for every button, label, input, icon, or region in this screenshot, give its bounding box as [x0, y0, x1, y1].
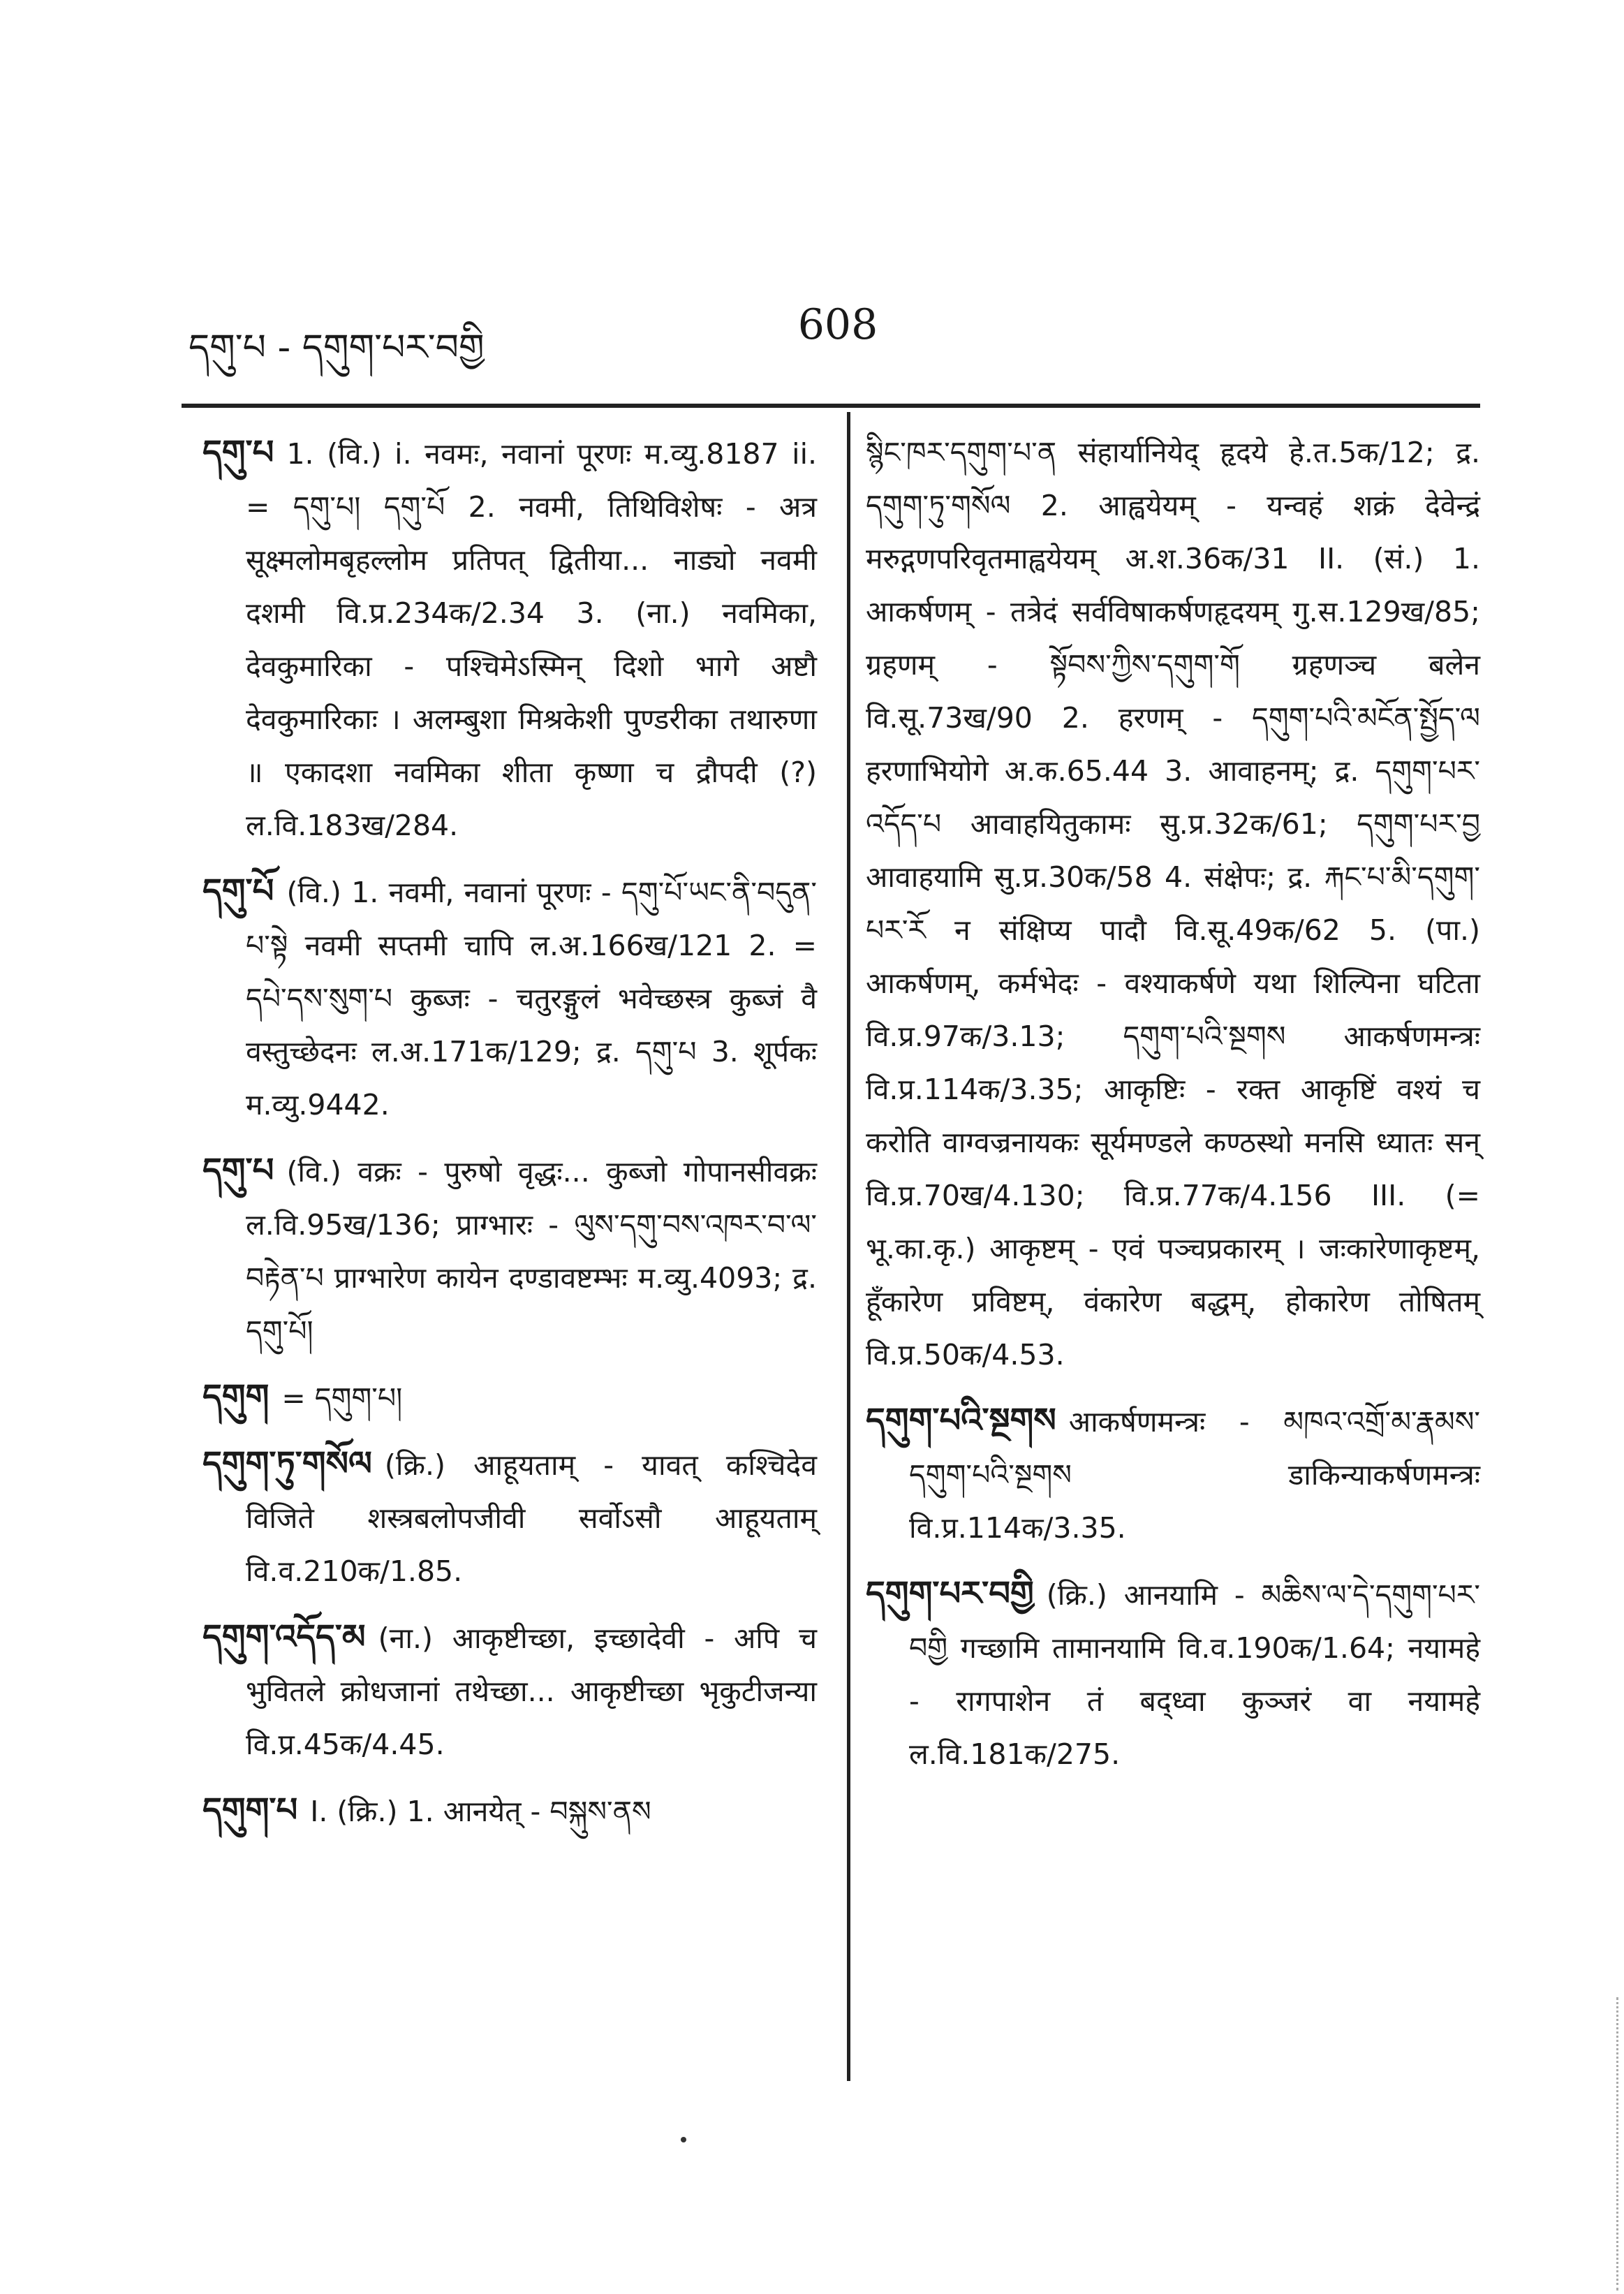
- entry-headword: དགུ་པ: [202, 1151, 274, 1190]
- entry-headword: དགུག་པའི་སྔགས: [866, 1401, 1056, 1440]
- dictionary-entry-continued: [866, 426, 1480, 1381]
- entry-text: (ना.) आकृष्टीच्छा, इच्छादेवी - अपि च भुवितले क्रोधजानां तथेच्छा... आकृष्टीच्छा भृकुटीजन्या वि.प्र.45क/4.45.: [246, 1622, 817, 1761]
- entry-text: (वि.) 1. नवमी, नवानां पूरणः - དགུ་པོ་ཡང་ནི་བདུན་པ་སྟེ नवमी सप्तमी चापि ल.अ.166ख/121 2. = དཔེ་དས་སུག་པ कुब्जः - चतुरङ्गुलं भवेच्छस्त्र कुब्जं वै वस्तुच्छेदनः ल.अ.171क/129; द्र. དགུ་པ 3. शूर्पकः म.व्यु.9442.: [246, 876, 817, 1122]
- entry-text: = དགུག་པ།: [281, 1381, 403, 1415]
- header-rule: [182, 404, 1480, 408]
- left-column: [202, 426, 817, 1851]
- entry-headword: དགུག་ཏུ་གསོལ: [202, 1444, 372, 1483]
- scan-speck: [681, 2137, 686, 2142]
- entry-headword: དགུག: [202, 1377, 270, 1416]
- dictionary-entry: [202, 1784, 817, 1838]
- dictionary-entry: [202, 1437, 817, 1598]
- entry-text: आकर्षणमन्त्रः - མཁའ་འགྲོ་མ་རྣམས་དགུག་པའི་སྔགས डाकिन्याकर्षणमन्त्रः वि.प्र.114क/3.35.: [909, 1405, 1480, 1545]
- scan-edge-marks: [1616, 1997, 1618, 2291]
- entry-headword: དགུག་པར་བགྱི: [866, 1574, 1034, 1613]
- entry-text: 1. (वि.) i. नवमः, नवानां पूरणः म.व्यु.8187 ii. = དགུ་པ། དགུ་པོ 2. नवमी, तिथिविशेषः - अत्र सूक्ष्मलोमबृहल्लोम प्रतिपत् द्वितीया... नाड्यो नवमी दशमी वि.प्र.234क/2.34 3. (ना.) नवमिका, देवकुमारिका - पश्चिमेऽस्मिन् दिशो भागे अष्टौ देवकुमारिकाः । अलम्बुशा मिश्रकेशी पुण्डरीका तथारुणा ॥ एकादशा नवमिका शीता कृष्णा च द्रौपदी (?) ल.वि.183ख/284.: [246, 437, 817, 842]
- running-head: དགུ་པ - དགུག་པར་བགྱི: [189, 327, 485, 369]
- dictionary-entry: [866, 1567, 1480, 1781]
- entry-text: (वि.) वक्रः - पुरुषो वृद्धः... कुब्जो गोपानसीवक्रः ल.वि.95ख/136; प्राग्भारः - ལུས་དགུ་བས་འཁར་བ་ལ་བརྟེན་པ प्राग्भारेण कायेन दण्डावष्टम्भः म.व्यु.4093; द्र. དགུ་པོ།: [246, 1155, 817, 1348]
- column-divider: [847, 412, 850, 2081]
- entry-text: (क्रि.) आनयामि - མཆིས་ལ་དེ་དགུག་པར་བགྱི गच्छामि तामानयामि वि.व.190क/1.64; नयामहे - रागपाशेन तं बद्ध्वा कुञ्जरं वा नयामहे ल.वि.181क/275.: [909, 1578, 1480, 1771]
- page-number: 608: [797, 300, 878, 349]
- dictionary-entry: [202, 426, 817, 852]
- entry-headword: དགུ་པོ: [202, 872, 274, 911]
- entry-headword: དགུག་འདོད་མ: [202, 1617, 366, 1656]
- dictionary-entry: [202, 1144, 817, 1358]
- entry-headword: དགུག་པ: [202, 1791, 298, 1830]
- entry-text: (क्रि.) आहूयताम् - यावत् कश्चिदेव विजिते शस्त्रबलोपजीवी सर्वोऽसौ आहूयताम् वि.व.210क/1.85.: [246, 1448, 817, 1588]
- dictionary-entry: [202, 1610, 817, 1771]
- dictionary-entry: [866, 1394, 1480, 1554]
- right-column: [866, 426, 1480, 1793]
- dictionary-entry: [202, 1370, 817, 1425]
- entry-text: I. (क्रि.) 1. आनयेत् - བསྐུས་ནས: [310, 1795, 651, 1828]
- entry-text: སྙིང་ཁར་དགུག་པ་ན संहार्यानियेद् हृदये हे.त.5क/12; द्र. དགུག་ཏུ་གསོལ 2. आह्वयेयम् - यन्वहं शक्रं देवेन्द्रं मरुद्गणपरिवृतमाह्वयेयम् अ.श.36क/31 II. (सं.) 1. आकर्षणम् - तत्रेदं सर्वविषाकर्षणहृदयम् गु.स.129ख/85; ग्रहणम् - སྟོབས་ཀྱིས་དགུག་གོ ग्रहणञ्च बलेन वि.सू.73ख/90 2. हरणम् - དགུག་པའི་མངོན་སྤྱོད་ལ हरणाभियोगे अ.क.65.44 3. आवाहनम्; द्र. དགུག་པར་འདོད་པ आवाहयितुकामः सु.प्र.32क/61; དགུག་པར་བྱ आवाहयामि सु.प्र.30क/58 4. संक्षेपः; द्र. རྐང་པ་མི་དགུག་པར་རོ न संक्षिप्य पादौ वि.सू.49क/62 5. (पा.) आकर्षणम्, कर्मभेदः - वश्याकर्षणे यथा शिल्पिना घटिता वि.प्र.97क/3.13; དགུག་པའི་སྔགས आकर्षणमन्त्रः वि.प्र.114क/3.35; आकृष्टिः - रक्त आकृष्टिं वश्यं च करोति वाग्वज्रनायकः सूर्यमण्डले कण्ठस्थो मनसि ध्यातः सन् वि.प्र.70ख/4.130; वि.प्र.77क/4.156 III. (= भू.का.कृ.) आकृष्टम् - एवं पञ्चप्रकारम् । जःकारेणाकृष्टम्, हूँकारेण प्रविष्टम्, वंकारेण बद्धम्, होकारेण तोषितम् वि.प्र.50क/4.53.: [866, 436, 1480, 1372]
- dictionary-entry: [202, 865, 817, 1131]
- entry-headword: དགུ་པ: [202, 433, 274, 472]
- page-header: [189, 300, 1487, 369]
